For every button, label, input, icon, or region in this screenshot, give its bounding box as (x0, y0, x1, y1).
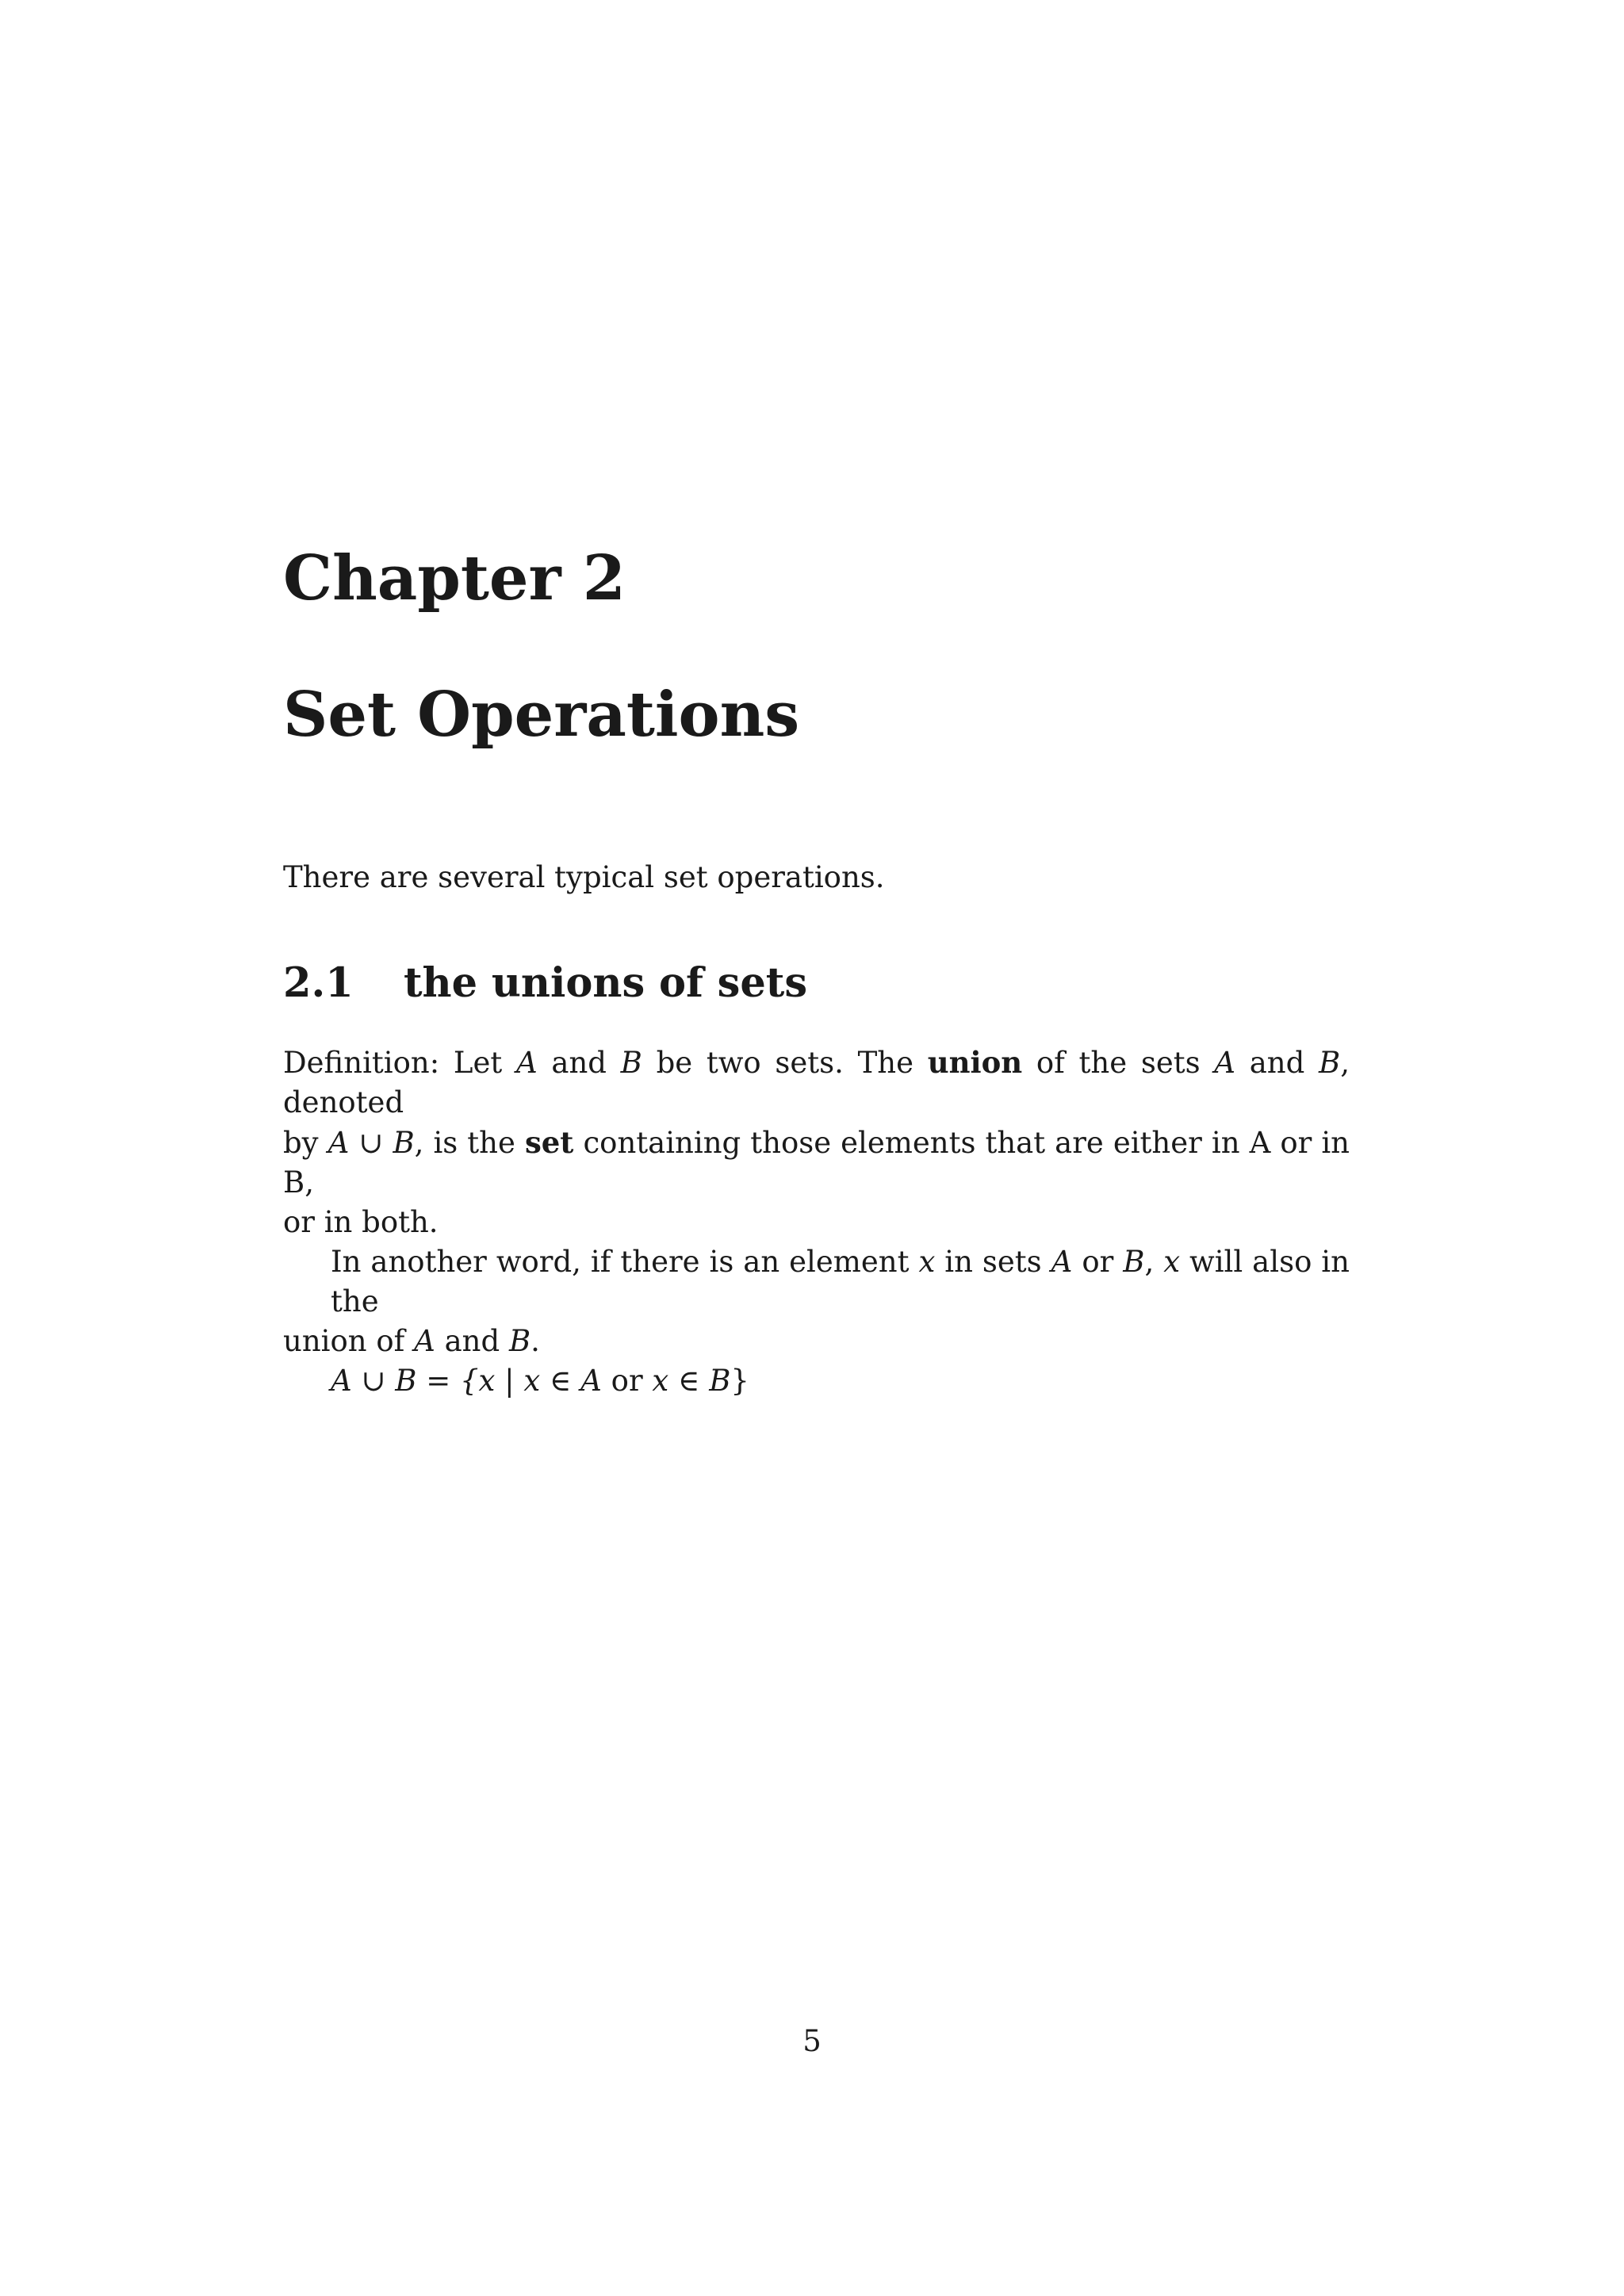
explanation-line-1 (283, 1242, 1350, 1322)
text-run: in sets (935, 1245, 1051, 1279)
text-run: or (601, 1364, 653, 1398)
section-heading (283, 955, 807, 1011)
math-expression: A ∪ B (327, 1126, 415, 1160)
math-var: x (478, 1364, 496, 1398)
text-run: and (1235, 1046, 1320, 1080)
text-run: or (1072, 1245, 1124, 1279)
text-run: , (1144, 1245, 1164, 1279)
union-formula (283, 1361, 1350, 1401)
text-run: Definition: Let (283, 1046, 516, 1080)
math-var: A (1051, 1245, 1073, 1279)
text-run: and (537, 1046, 621, 1080)
definition-line-3: or in both. (283, 1205, 439, 1239)
text-run: union of (283, 1324, 415, 1358)
section-body (283, 1043, 1350, 1401)
math-var: x (1163, 1245, 1181, 1279)
text-run: will also in the (331, 1245, 1350, 1318)
math-var: B (1319, 1046, 1341, 1080)
intro-paragraph: There are several typical set operations. (283, 860, 885, 894)
text-run: be two sets. The (642, 1046, 928, 1080)
definition-line-1 (283, 1043, 1350, 1123)
chapter-title: Set Operations (283, 679, 800, 751)
text-run: | (495, 1364, 524, 1398)
text-run: , denoted (283, 1046, 1350, 1119)
text-run: by (283, 1126, 328, 1160)
text-run: ∈ (668, 1364, 710, 1398)
math-var: A (515, 1046, 538, 1080)
term-union: union (927, 1045, 1023, 1080)
math-var: x (523, 1364, 541, 1398)
text-run: , is the (414, 1126, 525, 1160)
section-title: the unions of sets (404, 959, 808, 1007)
math-var: x (918, 1245, 936, 1279)
text-run: and (435, 1324, 509, 1358)
math-var: B (709, 1364, 731, 1398)
math-var: B (620, 1046, 642, 1080)
explanation-line-2 (283, 1322, 1350, 1361)
text-run: } (730, 1364, 749, 1398)
math-var: A (580, 1364, 602, 1398)
page-number: 5 (802, 2024, 822, 2058)
math-var: B (508, 1324, 531, 1358)
text-run: ∈ (540, 1364, 581, 1398)
text-run: containing those elements that are either in A or in B, (283, 1126, 1350, 1200)
explanation-paragraph (283, 1242, 1350, 1361)
math-var: B (1123, 1245, 1145, 1279)
formula-lhs: A ∪ B = { (331, 1364, 479, 1398)
text-run: of the sets (1022, 1046, 1215, 1080)
text-run: In another word, if there is an element (331, 1245, 919, 1279)
math-var: A (414, 1324, 435, 1358)
math-var: x (652, 1364, 669, 1398)
term-set: set (524, 1125, 574, 1160)
math-var: A (1214, 1046, 1236, 1080)
definition-line-2 (283, 1123, 1350, 1203)
text-run: . (530, 1324, 540, 1358)
definition-paragraph (283, 1043, 1350, 1242)
section-number: 2.1 (283, 959, 354, 1007)
chapter-label: Chapter 2 (283, 542, 626, 614)
